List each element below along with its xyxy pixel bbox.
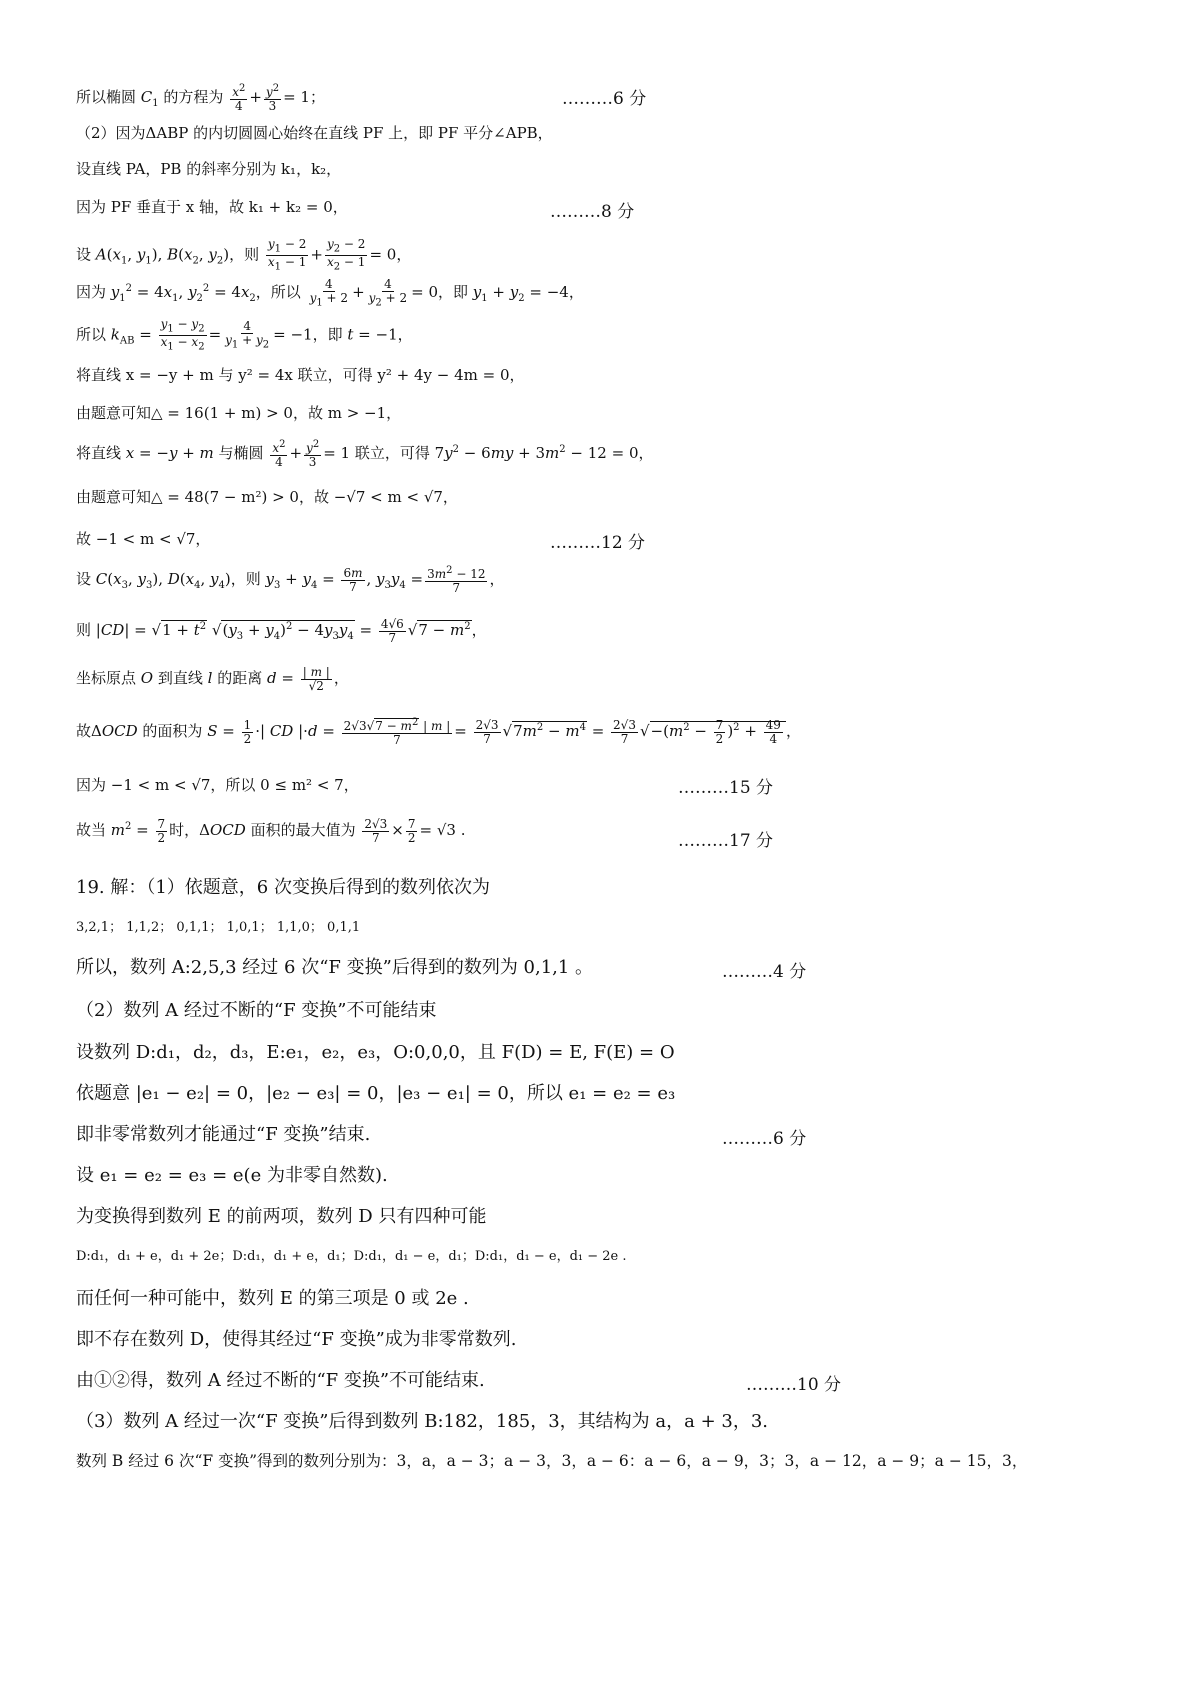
score-10: ………10 分 [746,1375,842,1395]
line-32: （3）数列 A 经过一次“F 变换”后得到数列 B:182，185，3，其结构为 a，a + 3，3. [76,1411,769,1432]
line-15: 坐标原点 O 到直线 l 的距离 d = $\frac{| m |}{√2}$ ， [76,665,349,693]
line-21: 所以，数列 A:2,5,3 经过 6 次“F 变换”后得到的数列为 0,1,1 。 [76,957,594,978]
line-29: 而任何一种可能中，数列 E 的第三项是 0 或 2e . [76,1288,469,1309]
score-17: ………17 分 [678,831,774,851]
line-5: 设 $A(x_1$, $y_1$), $B(x_2$, $y_2$)，则 $\frac{y_1 - 2}{x_1 - 1}$ + $\frac{y_2 - 2}{x_2 - 1}$ = 0， [76,237,412,273]
score-8: ………8 分 [550,202,635,222]
score-15: ………15 分 [678,778,774,798]
line-12: 故 −1 < m < √7， [76,530,211,548]
line-2: （2）因为ΔABP 的内切圆圆心始终在直线 PF 上，即 PF 平分∠APB， [76,124,553,142]
line-6: 因为 $y_1^2 = 4x_1$, $y_2^2 = 4x_2$，所以 $\frac{4}{y_1 + 2}$ + $\frac{4}{y_2 + 2}$ = 0，即 $y_1 + y_2 = -4$， [76,277,584,308]
line-9: 由题意可知△ = 16(1 + m) > 0，故 m > −1， [76,404,402,422]
score-12: ………12 分 [550,533,646,553]
line-16: 故ΔOCD 的面积为 S = $\frac{1}{2}$ ·| CD |·d = $\frac{2√3√7 - m^2 | m |}{7}$ = $\frac{2√3}{7}$ $√7m^2 - m^4$ = $\frac{2√3}{7}$ $√-(m^2$ − $\frac{7}{2}$ )$^2$ + $\frac{49}{4}$ ， [76,717,801,747]
line-33: 数列 B 经过 6 次“F 变换”得到的数列分别为：3，a，a − 3；a − 3，3，a − 6：a − 6，a − 9，3；3，a − 12，a − 9；a − 15，3， [76,1452,1028,1470]
line-7: 所以 $k_{AB}$ = $\frac{y_1 - y_2}{x_1 - x_2}$ = $\frac{4}{y_1 + y_2}$ = −1，即 t = −1， [76,317,413,353]
line-1: 所以椭圆 $C_1$ 的方程为 $\frac{x^2}{4}$ + $\frac{y^2}{3}$ = 1； [76,83,325,113]
line-22: （2）数列 A 经过不断的“F 变换”不可能结束 [76,1000,437,1021]
line-11: 由题意可知△ = 48(7 − m²) > 0，故 −√7 < m < √7， [76,488,458,506]
line-23: 设数列 D:d₁，d₂，d₃，E:e₁，e₂，e₃，O:0,0,0，且 F(D) = E, F(E) = O [76,1042,675,1063]
line-26: 设 e₁ = e₂ = e₃ = e(e 为非零自然数). [76,1165,388,1186]
line-18: 故当 $m^2$ = $\frac{7}{2}$ 时，ΔOCD 面积的最大值为 $\frac{2√3}{7}$ × $\frac{7}{2}$ = √3 . [76,817,466,845]
line-28: D:d₁，d₁ + e，d₁ + 2e；D:d₁，d₁ + e，d₁；D:d₁，d₁ − e，d₁；D:d₁，d₁ − e，d₁ − 2e . [76,1249,627,1264]
score-6-a: ………6 分 [562,89,647,109]
line-20: 3,2,1； 1,1,2； 0,1,1； 1,0,1； 1,1,0； 0,1,1 [76,920,361,935]
line-31: 由①②得，数列 A 经过不断的“F 变换”不可能结束. [76,1370,485,1391]
line-4: 因为 PF 垂直于 x 轴，故 k₁ + k₂ = 0， [76,198,348,216]
line-3: 设直线 PA，PB 的斜率分别为 k₁，k₂， [76,160,342,178]
line-27: 为变换得到数列 E 的前两项，数列 D 只有四种可能 [76,1206,487,1227]
line-25: 即非零常数列才能通过“F 变换”结束. [76,1124,371,1145]
line-14: 则 $|CD| = √1 + t^2$ $√(y_3 + y_4)^2 - 4y_3y_4$ = $\frac{4√6}{7}$ $√7 - m^2$， [76,617,487,645]
line-8: 将直线 x = −y + m 与 y² = 4x 联立，可得 y² + 4y − 4m = 0， [76,366,525,384]
line-17: 因为 −1 < m < √7，所以 0 ≤ m² < 7， [76,776,359,794]
line-10: 将直线 x = −y + m 与椭圆 $\frac{x^2}{4}$ + $\frac{y^2}{3}$ = 1 联立，可得 $7y^2 - 6my + 3m^2 - 12 = 0$， [76,439,654,469]
score-6-b: ………6 分 [722,1129,807,1149]
line-24: 依题意 |e₁ − e₂| = 0，|e₂ − e₃| = 0，|e₃ − e₁| = 0，所以 e₁ = e₂ = e₃ [76,1083,676,1104]
score-4: ………4 分 [722,962,807,982]
line-19: 19. 解：（1）依题意，6 次变换后得到的数列依次为 [76,877,490,898]
line-13: 设 $C(x_3$, $y_3$), $D(x_4$, $y_4$)，则 $y_3 + y_4$ = $\frac{6m}{7}$ , $y_3y_4$ = $\frac{3m^2 - 12}{7}$ ， [76,565,505,595]
line-30: 即不存在数列 D，使得其经过“F 变换”成为非零常数列. [76,1329,517,1350]
